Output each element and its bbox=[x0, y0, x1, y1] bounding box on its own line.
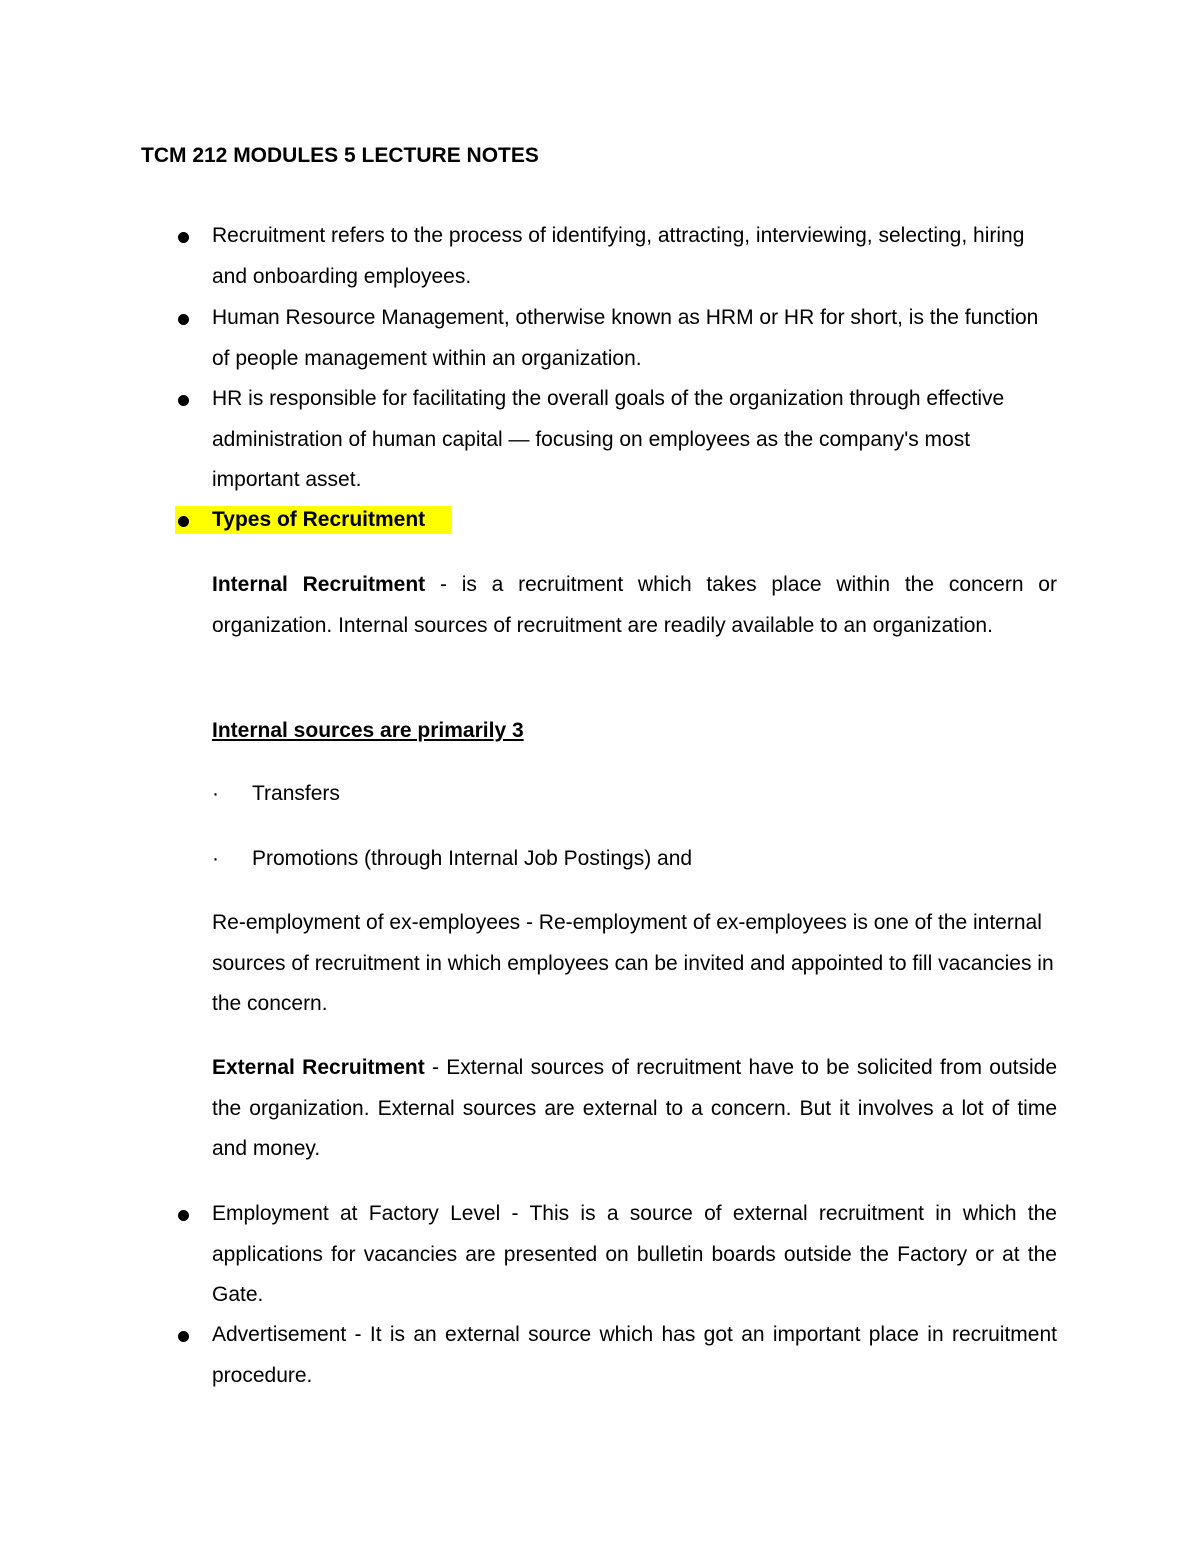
internal-recruitment-term: Internal Recruitment bbox=[212, 573, 426, 596]
document-title: TCM 212 MODULES 5 LECTURE NOTES bbox=[141, 144, 539, 167]
bullet-text-factory-level: Employment at Factory Level - This is a source of external recruitment in which the applications for vacancies are presented on bulletin boards outside the Factory or at the Gate. bbox=[212, 1202, 1057, 1307]
internal-sources-heading: Internal sources are primarily 3 bbox=[212, 719, 524, 742]
reemployment-paragraph: Re-employment of ex-employees - Re-employment of ex-employees is one of the internal sources of recruitment in which employees can be invited and appointed to fill vacancies in the concern. bbox=[212, 911, 1054, 1016]
internal-source-transfers: Transfers bbox=[252, 782, 340, 805]
sub-bullet-icon: · bbox=[212, 847, 219, 870]
bullet-icon bbox=[178, 1331, 189, 1342]
internal-recruitment-paragraph bbox=[212, 565, 1057, 646]
external-recruitment-term: External Recruitment bbox=[212, 1056, 425, 1079]
sub-bullet-icon: · bbox=[212, 782, 219, 805]
internal-recruitment-definition: - is a recruitment which takes place within the concern or organization. Internal sources of recruitment are readily available to an organization. bbox=[212, 573, 1057, 637]
internal-source-promotions: Promotions (through Internal Job Postings) and bbox=[252, 847, 693, 870]
bullet-icon bbox=[178, 516, 189, 527]
bullet-text-recruitment: Recruitment refers to the process of identifying, attracting, interviewing, selecting, hiring and onboarding employees. bbox=[212, 224, 1025, 288]
bullet-text-advertisement: Advertisement - It is an external source which has got an important place in recruitment procedure. bbox=[212, 1323, 1057, 1387]
bullet-icon bbox=[178, 1210, 189, 1221]
bullet-icon bbox=[178, 395, 189, 406]
external-recruitment-definition: - External sources of recruitment have to be solicited from outside the organization. External sources are external to a concern. But it involves a lot of time and money. bbox=[212, 1056, 1057, 1161]
external-recruitment-paragraph bbox=[212, 1048, 1057, 1170]
bullet-icon bbox=[178, 314, 189, 325]
bullet-text-hr-responsibility: HR is responsible for facilitating the overall goals of the organization through effective administration of human capital — focusing on employees as the company's most important asset. bbox=[212, 387, 1005, 492]
bullet-icon bbox=[178, 232, 189, 243]
bullet-text-hrm: Human Resource Management, otherwise known as HRM or HR for short, is the function of people management within an organization. bbox=[212, 306, 1039, 370]
types-of-recruitment-heading: Types of Recruitment bbox=[212, 508, 426, 531]
